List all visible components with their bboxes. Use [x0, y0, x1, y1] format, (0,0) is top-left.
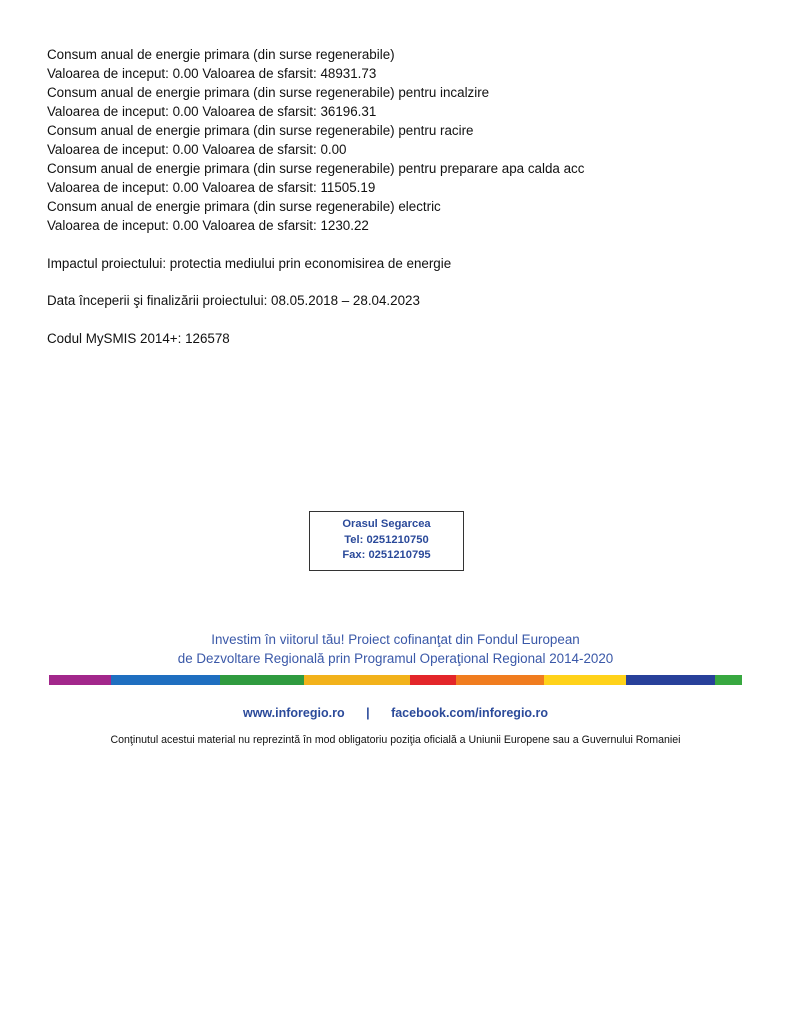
indicator-title: Consum anual de energie primara (din surse regenerabile) — [47, 47, 395, 62]
indicator-values: Valoarea de inceput: 0.00 Valoarea de sfarsit: 1230.22 — [47, 218, 369, 233]
rainbow-segment — [220, 675, 304, 685]
project-impact: Impactul proiectului: protectia mediului prin economisirea de energie — [47, 256, 452, 271]
rainbow-segment — [544, 675, 626, 685]
slogan-line-2: de Dezvoltare Regională prin Programul Operaţional Regional 2014-2020 — [177, 651, 614, 666]
rainbow-segment — [111, 675, 220, 685]
website-link[interactable]: www.inforegio.ro — [242, 706, 345, 720]
indicator-values: Valoarea de inceput: 0.00 Valoarea de sfarsit: 48931.73 — [47, 66, 377, 81]
link-separator: | — [366, 706, 370, 720]
indicator-values: Valoarea de inceput: 0.00 Valoarea de sfarsit: 11505.19 — [47, 180, 376, 195]
mysmis-code: Codul MySMIS 2014+: 126578 — [47, 331, 230, 346]
indicator-values: Valoarea de inceput: 0.00 Valoarea de sfarsit: 36196.31 — [47, 104, 377, 119]
rainbow-segment — [626, 675, 715, 685]
facebook-link[interactable]: facebook.com/inforegio.ro — [391, 706, 549, 720]
slogan-line-1: Investim în viitorul tău! Proiect cofinanţat din Fondul European — [211, 632, 580, 647]
rainbow-bar — [49, 675, 742, 685]
rainbow-segment — [304, 675, 410, 685]
disclaimer-text: Conţinutul acestui material nu reprezintă în mod obligatoriu poziţia oficială a Uniunii Europene sau a Guvernului Romaniei — [110, 734, 681, 746]
indicator-values: Valoarea de inceput: 0.00 Valoarea de sfarsit: 0.00 — [47, 142, 347, 157]
indicator-title: Consum anual de energie primara (din surse regenerabile) electric — [47, 199, 441, 214]
contact-name: Orasul Segarcea — [342, 518, 431, 530]
rainbow-segment — [49, 675, 111, 685]
indicator-title: Consum anual de energie primara (din surse regenerabile) pentru incalzire — [47, 85, 490, 100]
contact-fax: Fax: 0251210795 — [342, 549, 431, 561]
indicator-title: Consum anual de energie primara (din surse regenerabile) pentru racire — [47, 123, 474, 138]
rainbow-segment — [456, 675, 544, 685]
rainbow-segment — [410, 675, 456, 685]
contact-tel: Tel: 0251210750 — [344, 533, 429, 546]
project-dates: Data începerii şi finalizării proiectului: 08.05.2018 – 28.04.2023 — [47, 293, 420, 308]
footer-links — [0, 705, 791, 722]
contact-box — [309, 511, 464, 571]
indicators-list — [47, 45, 747, 235]
indicator-title: Consum anual de energie primara (din surse regenerabile) pentru preparare apa calda acc — [47, 161, 585, 176]
rainbow-segment — [715, 675, 742, 685]
